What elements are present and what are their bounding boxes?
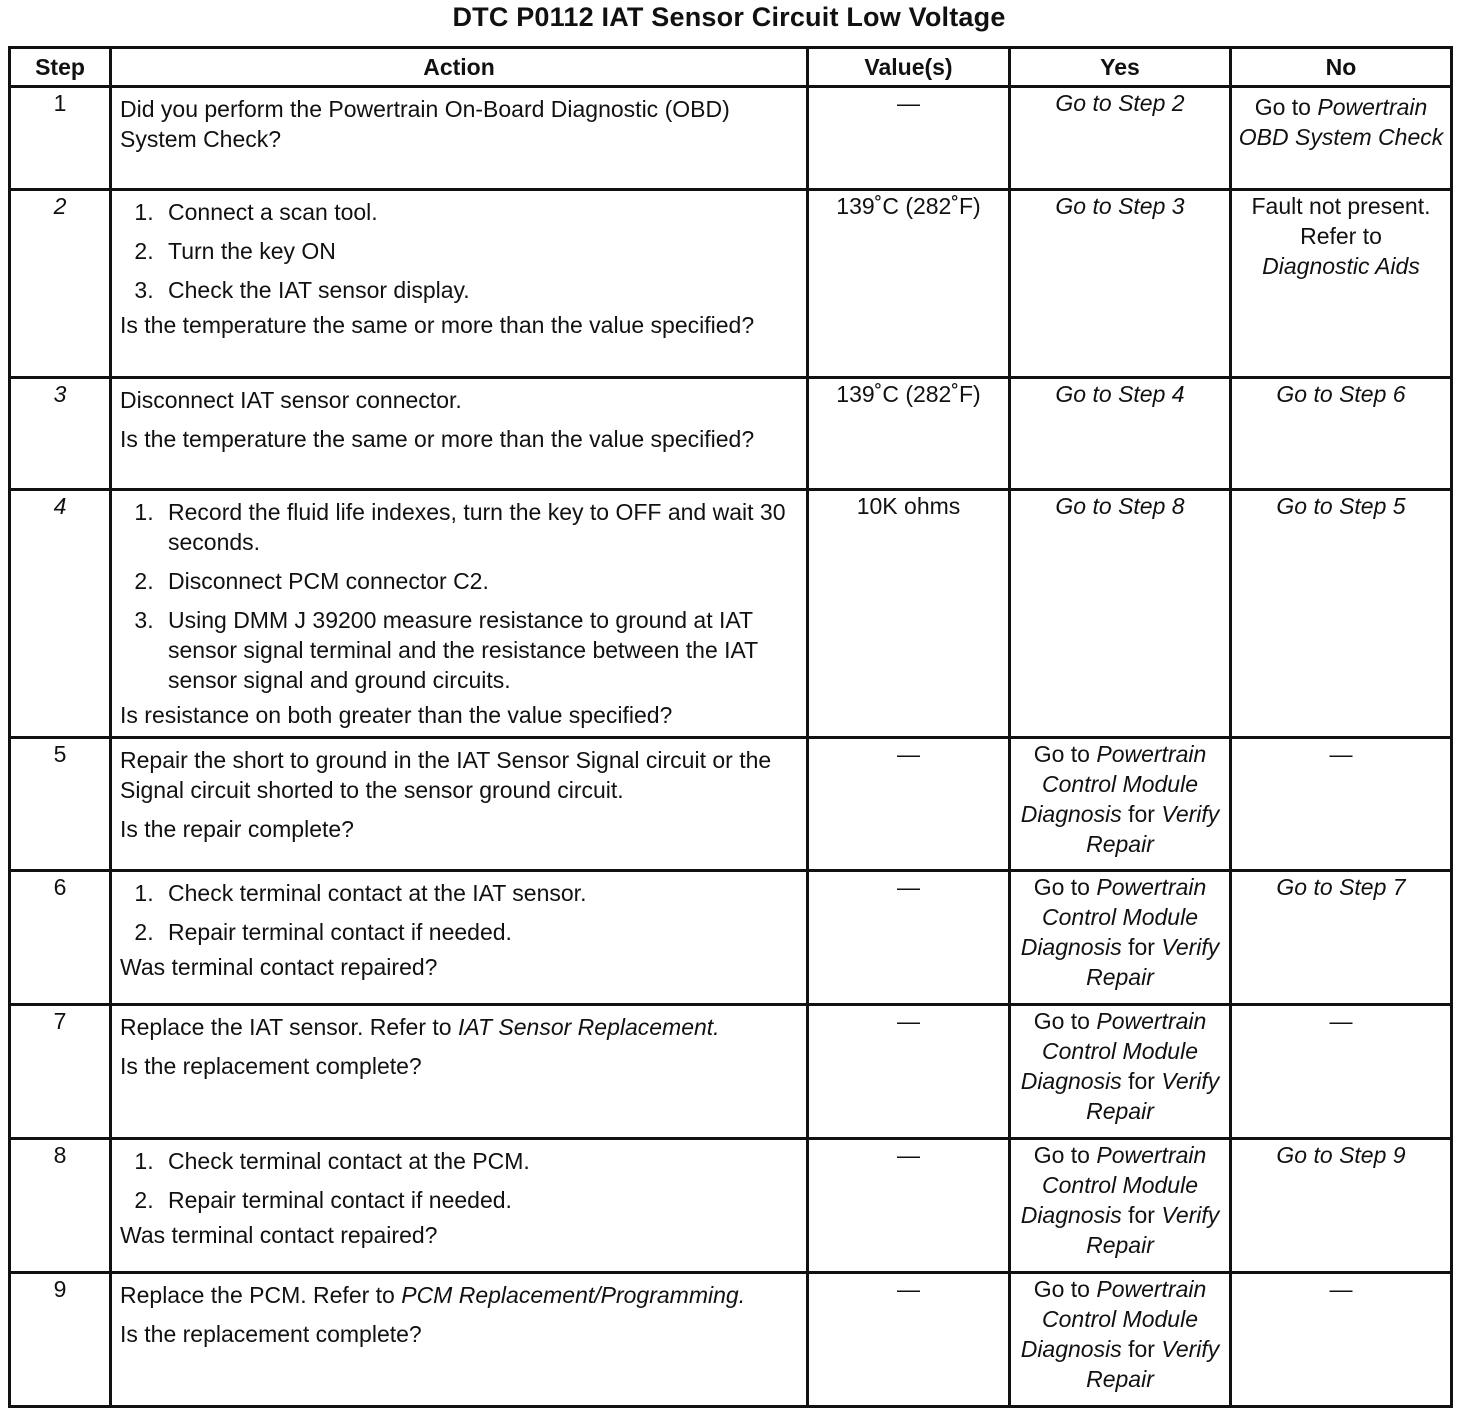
- value-cell: —: [808, 87, 1010, 190]
- yes-text: Go to Step 2: [1055, 90, 1185, 116]
- yes-mid: for: [1128, 1068, 1155, 1094]
- action-cell: [111, 738, 808, 871]
- action-question: Was terminal contact repaired?: [120, 1222, 438, 1248]
- action-prefix: Replace the IAT sensor. Refer to: [120, 1014, 452, 1040]
- table-row: [10, 1139, 1452, 1273]
- action-cell: [111, 190, 808, 378]
- no-text: Go to Step 6: [1276, 381, 1406, 407]
- no-cell: [1231, 871, 1452, 1005]
- header-action: Action: [111, 48, 808, 87]
- table-row: [10, 738, 1452, 871]
- yes-link: Powertrain Control Module Diagnosis: [1020, 1008, 1207, 1094]
- no-link: Diagnostic Aids: [1262, 253, 1420, 279]
- action-text: Repair the short to ground in the IAT Sensor Signal circuit or the Signal circuit shorted to the sensor ground circuit.: [120, 747, 772, 803]
- no-cell: —: [1231, 738, 1452, 871]
- yes-mid: for: [1128, 1202, 1155, 1228]
- action-cell: [111, 490, 808, 738]
- no-cell: —: [1231, 1273, 1452, 1407]
- step-number: 1: [10, 87, 111, 190]
- yes-link-2: Verify Repair: [1086, 1336, 1220, 1392]
- yes-prefix: Go to: [1033, 741, 1090, 767]
- action-item: 3. Using DMM J 39200 measure resistance to ground at IAT sensor signal terminal and the resistance between the IAT sensor signal and ground circuits.: [160, 605, 800, 695]
- table-row: [10, 378, 1452, 490]
- no-cell: [1231, 190, 1452, 378]
- yes-cell: [1010, 738, 1231, 871]
- yes-cell: [1010, 871, 1231, 1005]
- yes-link-2: Verify Repair: [1086, 934, 1220, 990]
- table-row: [10, 871, 1452, 1005]
- step-number: [10, 378, 111, 490]
- value-cell: —: [808, 871, 1010, 1005]
- yes-prefix: Go to: [1033, 1142, 1090, 1168]
- action-link: PCM Replacement/Programming.: [401, 1282, 746, 1308]
- value-cell: 139˚C (282˚F): [808, 190, 1010, 378]
- yes-link-2: Verify Repair: [1086, 1202, 1220, 1258]
- action-item: 1. Record the fluid life indexes, turn the key to OFF and wait 30 seconds.: [160, 497, 800, 557]
- yes-link: Powertrain Control Module Diagnosis: [1020, 1142, 1207, 1228]
- table-row: [10, 1273, 1452, 1407]
- action-question: Is the repair complete?: [120, 816, 354, 842]
- value-cell: —: [808, 1273, 1010, 1407]
- step-number: 5: [10, 738, 111, 871]
- action-prefix: Replace the PCM. Refer to: [120, 1282, 395, 1308]
- yes-text: Go to Step 8: [1055, 493, 1185, 519]
- action-question: Is the replacement complete?: [120, 1321, 422, 1347]
- yes-cell: [1010, 1005, 1231, 1139]
- action-text: Did you perform the Powertrain On-Board Diagnostic (OBD) System Check?: [120, 96, 730, 152]
- table-row: [10, 1005, 1452, 1139]
- step-number: 6: [10, 871, 111, 1005]
- header-no: No: [1231, 48, 1452, 87]
- no-text: Go to Step 7: [1276, 874, 1406, 900]
- action-question: Is the temperature the same or more than the value specified?: [120, 312, 755, 338]
- header-step: Step: [10, 48, 111, 87]
- yes-prefix: Go to: [1033, 1008, 1090, 1034]
- action-cell: [111, 87, 808, 190]
- no-cell: [1231, 1139, 1452, 1273]
- no-line: Fault not present.: [1251, 193, 1431, 219]
- yes-mid: for: [1128, 934, 1155, 960]
- action-item: 3. Check the IAT sensor display.: [160, 275, 800, 305]
- value-cell: —: [808, 1005, 1010, 1139]
- yes-mid: for: [1128, 1336, 1155, 1362]
- no-cell: —: [1231, 1005, 1452, 1139]
- diagnostic-table: [8, 46, 1453, 1408]
- value-cell: —: [808, 1139, 1010, 1273]
- no-cell: [1231, 378, 1452, 490]
- header-values: Value(s): [808, 48, 1010, 87]
- no-cell: [1231, 490, 1452, 738]
- action-item: 2. Repair terminal contact if needed.: [160, 917, 800, 947]
- header-row: [10, 48, 1452, 87]
- action-item: 1. Check terminal contact at the IAT sensor.: [160, 878, 800, 908]
- action-cell: [111, 1273, 808, 1407]
- value-cell: —: [808, 738, 1010, 871]
- page-title: DTC P0112 IAT Sensor Circuit Low Voltage: [452, 2, 1006, 32]
- action-cell: [111, 378, 808, 490]
- action-question: Is the replacement complete?: [120, 1053, 422, 1079]
- no-link: Powertrain OBD System Check: [1238, 94, 1444, 150]
- yes-cell: [1010, 87, 1231, 190]
- action-cell: [111, 871, 808, 1005]
- step-number: 7: [10, 1005, 111, 1139]
- value-cell: 10K ohms: [808, 490, 1010, 738]
- no-text: Go to Step 5: [1276, 493, 1406, 519]
- no-cell: [1231, 87, 1452, 190]
- action-text: [120, 1012, 800, 1042]
- step-number-text: 3: [53, 381, 67, 407]
- no-prefix: Go to: [1254, 94, 1311, 120]
- action-text: Disconnect IAT sensor connector.: [120, 387, 462, 413]
- action-item: 2. Repair terminal contact if needed.: [160, 1185, 800, 1215]
- yes-mid: for: [1128, 801, 1155, 827]
- action-item: 1. Check terminal contact at the PCM.: [160, 1146, 800, 1176]
- no-line: Refer to: [1300, 223, 1382, 249]
- step-number: [10, 490, 111, 738]
- yes-link-2: Verify Repair: [1086, 801, 1220, 857]
- action-item: 2. Disconnect PCM connector C2.: [160, 566, 800, 596]
- step-number-text: 2: [53, 193, 67, 219]
- yes-link: Powertrain Control Module Diagnosis: [1020, 874, 1207, 960]
- yes-prefix: Go to: [1033, 874, 1090, 900]
- yes-cell: [1010, 490, 1231, 738]
- yes-cell: [1010, 1273, 1231, 1407]
- action-text: [120, 1280, 800, 1310]
- yes-prefix: Go to: [1033, 1276, 1090, 1302]
- table-row: [10, 87, 1452, 190]
- yes-cell: [1010, 1139, 1231, 1273]
- step-number: [10, 190, 111, 378]
- yes-text: Go to Step 3: [1055, 193, 1185, 219]
- table-row: [10, 490, 1452, 738]
- yes-link: Powertrain Control Module Diagnosis: [1020, 741, 1207, 827]
- action-cell: [111, 1139, 808, 1273]
- yes-link-2: Verify Repair: [1086, 1068, 1220, 1124]
- action-item: 1. Connect a scan tool.: [160, 197, 800, 227]
- action-cell: [111, 1005, 808, 1139]
- action-link: IAT Sensor Replacement.: [457, 1014, 720, 1040]
- action-item: 2. Turn the key ON: [160, 236, 800, 266]
- action-question: Is resistance on both greater than the value specified?: [120, 702, 673, 728]
- header-yes: Yes: [1010, 48, 1231, 87]
- no-text: Go to Step 9: [1276, 1142, 1406, 1168]
- yes-cell: [1010, 190, 1231, 378]
- step-number-text: 4: [53, 493, 67, 519]
- yes-cell: [1010, 378, 1231, 490]
- yes-text: Go to Step 4: [1055, 381, 1185, 407]
- table-row: [10, 190, 1452, 378]
- action-question: Was terminal contact repaired?: [120, 954, 438, 980]
- action-question: Is the temperature the same or more than the value specified?: [120, 426, 755, 452]
- yes-link: Powertrain Control Module Diagnosis: [1020, 1276, 1207, 1362]
- step-number: 9: [10, 1273, 111, 1407]
- step-number: 8: [10, 1139, 111, 1273]
- value-cell: 139˚C (282˚F): [808, 378, 1010, 490]
